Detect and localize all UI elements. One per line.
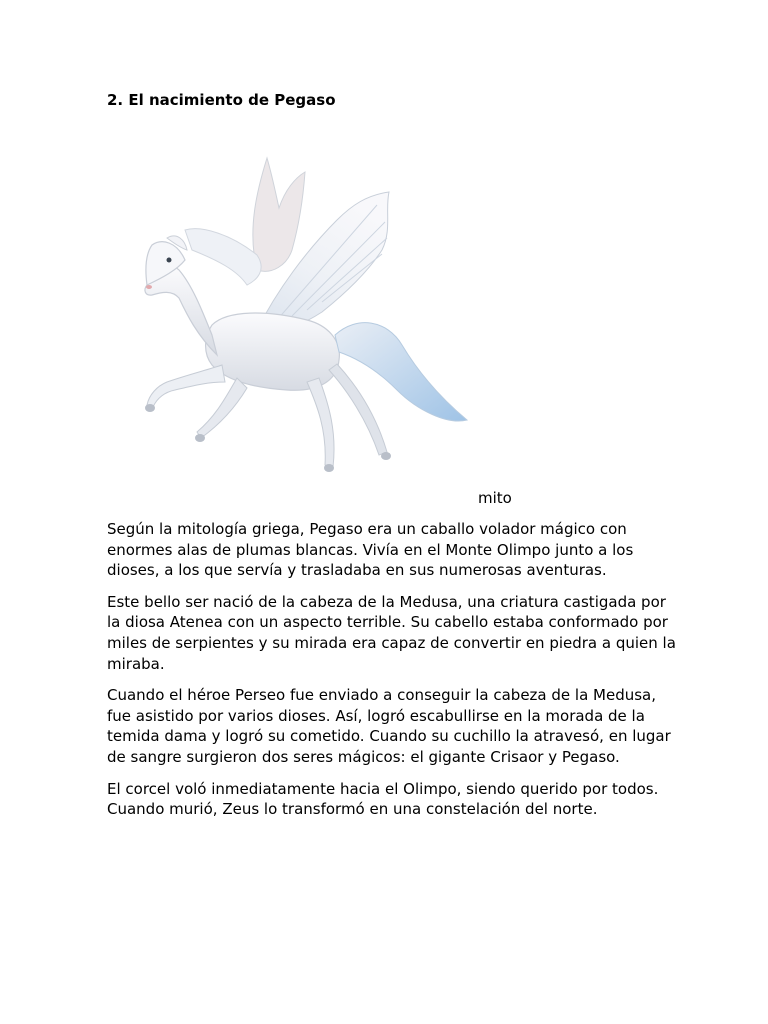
section-heading: 2. El nacimiento de Pegaso	[107, 91, 336, 109]
paragraph: El corcel voló inmediatamente hacia el Olimpo, siendo querido por todos. Cuando murió, Zeus lo transformó en una constelación del norte.	[107, 779, 659, 819]
paragraph: Según la mitología griega, Pegaso era un caballo volador mágico con enormes alas de plumas blancas. Vivía en el Monte Olimpo junto a los dioses, a los que servía y trasladaba en sus numerosas aventuras.	[107, 520, 634, 580]
paragraph: Cuando el héroe Perseo fue enviado a conseguir la cabeza de la Medusa, fue asistido por varios dioses. Así, logró escabullirse en la morada de la temida dama y logró su cometido. Cuando su cuchillo la atravesó, en lugar de sangre surgieron dos seres mágicos: el gigante Crisaor y Pegaso.	[107, 686, 671, 766]
paragraph: Este bello ser nació de la cabeza de la Medusa, una criatura castigada por la diosa Atenea con un aspecto terrible. Su cabello estaba conformado por miles de serpientes y su mirada era capaz de convertir en piedra a quien la miraba.	[107, 592, 676, 673]
image-caption: mito	[478, 489, 512, 507]
pegasus-illustration	[107, 120, 482, 505]
document-body	[107, 519, 677, 831]
